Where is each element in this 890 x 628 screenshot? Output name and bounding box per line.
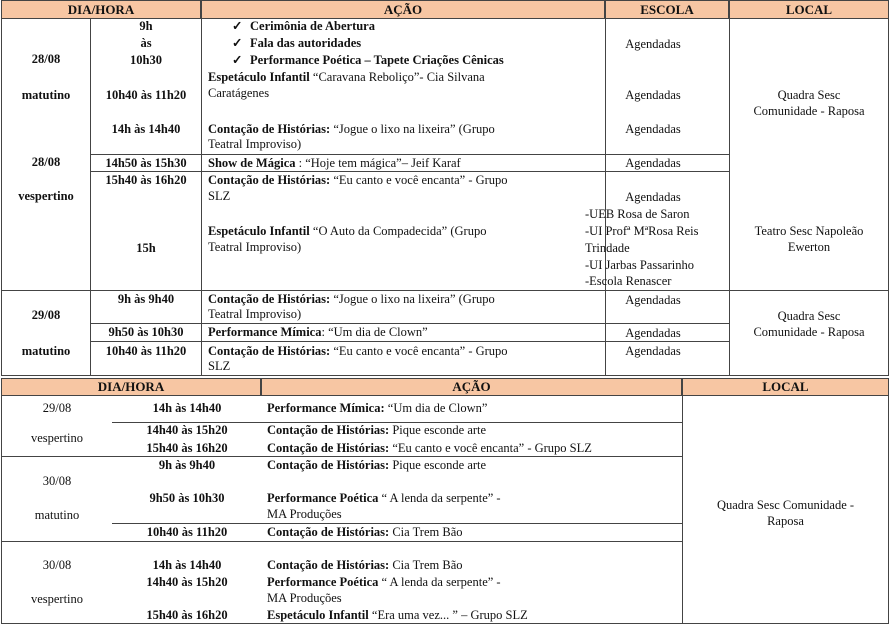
- divider: [90, 341, 730, 342]
- action-cell-cont: Teatral Improviso): [208, 240, 302, 254]
- action-cell: Performance Poética “ A lenda da serpente” -: [267, 575, 501, 589]
- local-cell: Quadra Sesc Comunidade -: [716, 498, 855, 512]
- divider: [1, 290, 889, 291]
- action-cell-cont: MA Produções: [267, 507, 342, 521]
- action-cell: Contação de Histórias: Cia Trem Bão: [267, 525, 463, 539]
- time-cell: 14h50 às 15h30: [105, 156, 187, 170]
- action-cell: Show de Mágica : “Hoje tem mágica”– Jeif Karaf: [208, 156, 461, 170]
- day-label: 28/08: [31, 52, 61, 66]
- action-cell-cont: MA Produções: [267, 591, 342, 605]
- action-cell: Contação de Histórias: “Eu canto e você encanta” - Grupo: [208, 173, 508, 187]
- school-cell: Agendadas: [625, 326, 681, 340]
- header-acao: AÇÃO: [201, 0, 605, 19]
- time-cell: 14h40 às 15h20: [146, 423, 228, 437]
- local-cell: Ewerton: [787, 240, 831, 254]
- divider: [90, 323, 730, 324]
- border: [888, 396, 889, 624]
- time-cell: 9h: [139, 19, 153, 33]
- time-cell: 15h40 às 16h20: [146, 441, 228, 455]
- local-cell: Quadra Sesc: [777, 309, 841, 323]
- action-cell-cont: Teatral Improviso): [208, 307, 302, 321]
- day-label: 28/08: [31, 155, 61, 169]
- divider: [90, 171, 730, 172]
- header-dia-hora: DIA/HORA: [1, 0, 201, 19]
- period-label: vespertino: [30, 592, 84, 606]
- action-cell-cont: SLZ: [208, 359, 231, 373]
- school-cell: Agendadas: [625, 37, 681, 51]
- school-cell: Agendadas: [625, 293, 681, 307]
- action-cell: Contação de Histórias: “Jogue o lixo na lixeira” (Grupo: [208, 122, 495, 136]
- border: [888, 19, 889, 376]
- time-cell: 9h às 9h40: [158, 458, 216, 472]
- school-cell: Agendadas: [625, 190, 681, 204]
- time-cell: 14h às 14h40: [152, 558, 222, 572]
- action-cell: Contação de Histórias: Pique esconde arte: [267, 423, 487, 437]
- divider: [112, 523, 683, 524]
- day-label: 29/08: [31, 308, 61, 322]
- action-cell: Contação de Histórias: “Eu canto e você encanta” - Grupo SLZ: [267, 441, 592, 455]
- header-local: LOCAL: [682, 378, 889, 396]
- action-cell: Performance Mímica: “Um dia de Clown”: [208, 325, 428, 339]
- period-label: vespertino: [18, 189, 74, 203]
- time-cell: 10h30: [130, 53, 162, 67]
- checklist-item: ✓ Fala das autoridades: [232, 36, 362, 50]
- school-list-item: Trindade: [585, 241, 630, 255]
- time-cell: 9h50 às 10h30: [108, 325, 184, 339]
- action-cell: Espetáculo Infantil “O Auto da Compadecida” (Grupo: [208, 224, 487, 238]
- school-list-item: -UI Profª MªRosa Reis: [585, 224, 699, 238]
- time-cell: 14h às 14h40: [111, 122, 181, 136]
- action-cell: Contação de Histórias: Pique esconde arte: [267, 458, 487, 472]
- action-cell: Contação de Histórias: “Jogue o lixo na lixeira” (Grupo: [208, 292, 495, 306]
- header-dia-hora: DIA/HORA: [1, 378, 261, 396]
- day-label: 30/08: [42, 558, 72, 572]
- checklist-item: ✓ Performance Poética – Tapete Criações Cênicas: [232, 53, 504, 67]
- school-cell: Agendadas: [625, 156, 681, 170]
- header-acao: AÇÃO: [261, 378, 682, 396]
- local-cell: Comunidade - Raposa: [753, 104, 865, 118]
- school-list-item: -UI Jarbas Passarinho: [585, 258, 695, 272]
- check-icon: ✓: [232, 36, 243, 50]
- period-label: vespertino: [30, 431, 84, 445]
- local-cell: Raposa: [767, 514, 804, 528]
- time-cell: 14h às 14h40: [152, 401, 222, 415]
- school-cell: Agendadas: [625, 344, 681, 358]
- action-cell-cont: Teatral Improviso): [208, 137, 302, 151]
- local-cell: Teatro Sesc Napoleão: [754, 224, 864, 238]
- time-cell: 9h50 às 10h30: [149, 491, 225, 505]
- period-label: matutino: [21, 344, 71, 358]
- school-cell: Agendadas: [625, 88, 681, 102]
- time-cell: 10h40 às 11h20: [105, 88, 187, 102]
- local-cell: Quadra Sesc: [777, 88, 841, 102]
- school-list-item: -Escola Renascer: [585, 274, 672, 288]
- action-cell: Espetáculo Infantil “Caravana Reboliço”- Cia Silvana: [208, 70, 485, 84]
- time-cell: 14h40 às 15h20: [146, 575, 228, 589]
- local-cell: Comunidade - Raposa: [753, 325, 865, 339]
- border: [1, 623, 889, 624]
- header-escola: ESCOLA: [605, 0, 729, 19]
- time-cell: 10h40 às 11h20: [105, 344, 187, 358]
- divider: [90, 154, 730, 155]
- action-cell-cont: SLZ: [208, 189, 231, 203]
- period-label: matutino: [21, 88, 71, 102]
- divider: [1, 541, 683, 542]
- border: [1, 375, 889, 376]
- time-cell: 15h40 às 16h20: [105, 173, 187, 187]
- header-local: LOCAL: [729, 0, 889, 19]
- time-cell: às: [140, 36, 152, 50]
- checklist-item: ✓ Cerimônia de Abertura: [232, 19, 375, 33]
- action-cell: Performance Mímica: “Um dia de Clown”: [267, 401, 488, 415]
- divider: [1, 456, 683, 457]
- time-cell: 10h40 às 11h20: [146, 525, 228, 539]
- period-label: matutino: [34, 508, 80, 522]
- school-list-item: -UEB Rosa de Saron: [585, 207, 690, 221]
- day-label: 29/08: [42, 401, 72, 415]
- school-cell: Agendadas: [625, 122, 681, 136]
- check-icon: ✓: [232, 53, 243, 67]
- day-label: 30/08: [42, 474, 72, 488]
- time-cell: 15h40 às 16h20: [146, 608, 228, 622]
- time-cell: 15h: [136, 241, 156, 255]
- action-cell: Contação de Histórias: “Eu canto e você encanta” - Grupo: [208, 344, 508, 358]
- action-cell: Espetáculo Infantil “Era uma vez... ” – Grupo SLZ: [267, 608, 528, 622]
- action-cell-cont: Caratágenes: [208, 86, 270, 100]
- action-cell: Performance Poética “ A lenda da serpente” -: [267, 491, 501, 505]
- action-cell: Contação de Histórias: Cia Trem Bão: [267, 558, 463, 572]
- time-cell: 9h às 9h40: [117, 292, 175, 306]
- check-icon: ✓: [232, 19, 243, 33]
